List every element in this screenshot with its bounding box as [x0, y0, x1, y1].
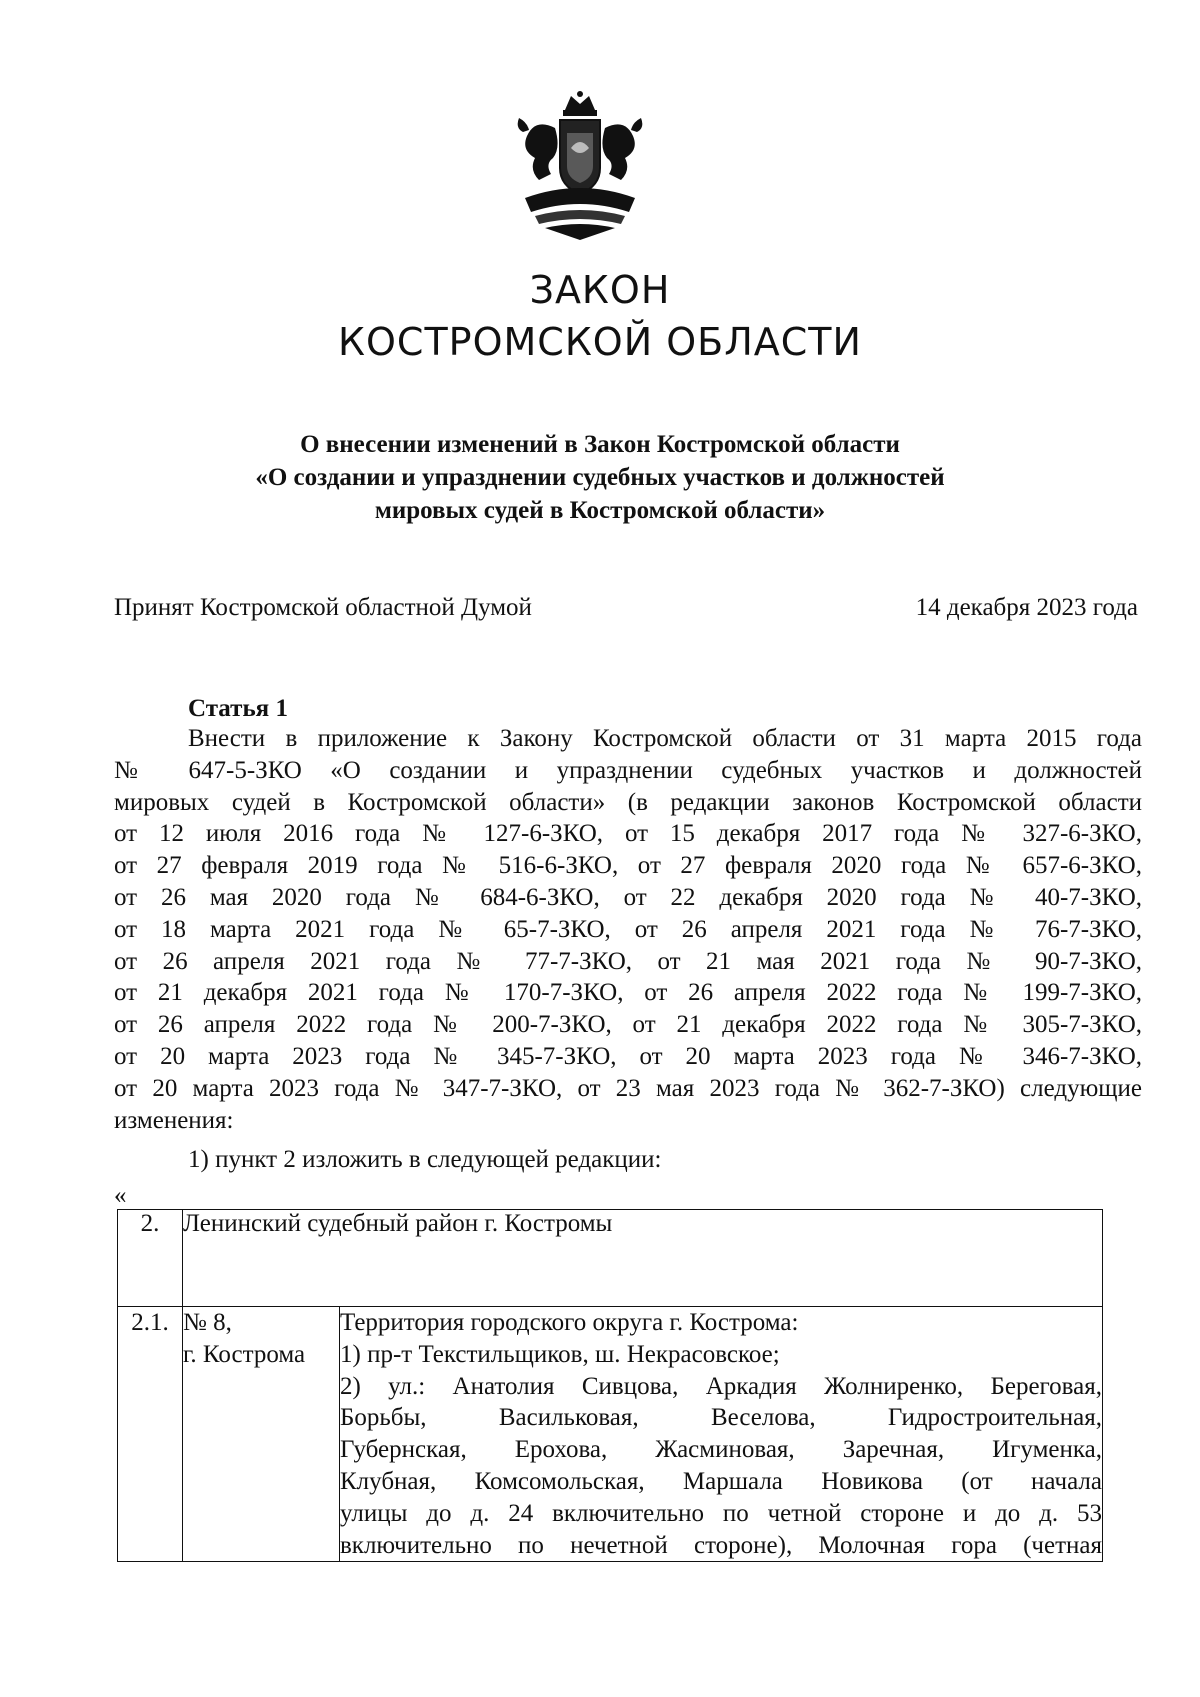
article-line: от 26 мая 2020 года № 684-6-ЗКО, от 22 декабря 2020 года № 40-7-ЗКО,: [114, 883, 1142, 911]
article-line: от 20 марта 2023 года № 347-7-ЗКО, от 23 мая 2023 года № 362-7-ЗКО) следующие: [114, 1074, 1142, 1102]
table-row: [118, 1307, 1103, 1562]
desc-line: улицы до д. 24 включительно по четной стороне и до д. 53: [340, 1499, 1102, 1527]
desc-line: Клубная, Комсомольская, Маршала Новикова (от начала: [340, 1467, 1102, 1495]
desc-line: 1) пр-т Текстильщиков, ш. Некрасовское;: [340, 1340, 780, 1368]
amendment-item-1: 1) пункт 2 изложить в следующей редакции:: [188, 1146, 662, 1173]
article-line: Внести в приложение к Закону Костромской области от 31 марта 2015 года: [188, 725, 1142, 752]
subject-line1: О внесении изменений в Закон Костромской области: [300, 431, 900, 458]
table-cell-head-num: 2.: [118, 1210, 183, 1307]
article-line: изменения:: [114, 1106, 234, 1134]
article-line: № 647-5-ЗКО «О создании и упразднении судебных участков и должностей: [114, 756, 1142, 784]
article-line: от 26 апреля 2021 года № 77-7-ЗКО, от 21 мая 2021 года № 90-7-ЗКО,: [114, 947, 1142, 975]
article-line: от 12 июля 2016 года № 127-6-ЗКО, от 15 декабря 2017 года № 327-6-ЗКО,: [114, 820, 1142, 848]
table-cell-head-text: Ленинский судебный район г. Костромы: [183, 1210, 1103, 1307]
article-body: [114, 723, 1142, 1136]
kostroma-coat-of-arms-icon: [505, 88, 655, 243]
desc-line: Территория городского округа г. Кострома:: [340, 1309, 799, 1336]
article-line: от 27 февраля 2019 года № 516-6-ЗКО, от 27 февраля 2020 года № 657-6-ЗКО,: [114, 852, 1142, 880]
site-city: г. Кострома: [183, 1340, 306, 1368]
desc-line: Борьбы, Васильковая, Веселова, Гидростроительная,: [340, 1404, 1102, 1432]
table-row: [118, 1210, 1103, 1307]
table-cell-description: [340, 1307, 1103, 1562]
desc-line: 2) ул.: Анатолия Сивцова, Аркадия Жолниренко, Береговая,: [340, 1372, 1102, 1400]
adopted-by: Принят Костромской областной Думой: [114, 594, 532, 621]
article-line: от 18 марта 2021 года № 65-7-ЗКО, от 26 апреля 2021 года № 76-7-ЗКО,: [114, 915, 1142, 943]
court-districts-table: [117, 1209, 1103, 1562]
article-heading: Статья 1: [188, 695, 288, 722]
law-title-line2: КОСТРОМСКОЙ ОБЛАСТИ: [338, 320, 862, 364]
desc-line: включительно по нечетной стороне), Молочная гора (четная: [340, 1531, 1102, 1559]
quote-open-mark: «: [114, 1182, 127, 1209]
table-cell-row-num: 2.1.: [118, 1307, 183, 1562]
subject-line2: «О создании и упразднении судебных участков и должностей: [255, 464, 945, 491]
subject-line3: мировых судей в Костромской области»: [374, 497, 826, 524]
article-line: от 26 апреля 2022 года № 200-7-ЗКО, от 21 декабря 2022 года № 305-7-ЗКО,: [114, 1011, 1142, 1039]
article-line: от 20 марта 2023 года № 345-7-ЗКО, от 20 марта 2023 года № 346-7-ЗКО,: [114, 1042, 1142, 1070]
law-subject: [0, 428, 1200, 527]
table-cell-site: [183, 1307, 340, 1562]
article-line: от 21 декабря 2021 года № 170-7-ЗКО, от 26 апреля 2022 года № 199-7-ЗКО,: [114, 979, 1142, 1007]
site-number: № 8,: [183, 1309, 232, 1336]
adoption-date: 14 декабря 2023 года: [915, 594, 1138, 621]
law-title-line1: ЗАКОН: [529, 268, 671, 312]
article-line: мировых судей в Костромской области» (в редакции законов Костромской области: [114, 788, 1142, 816]
desc-line: Губернская, Ерохова, Жасминовая, Заречная, Игуменка,: [340, 1436, 1102, 1464]
